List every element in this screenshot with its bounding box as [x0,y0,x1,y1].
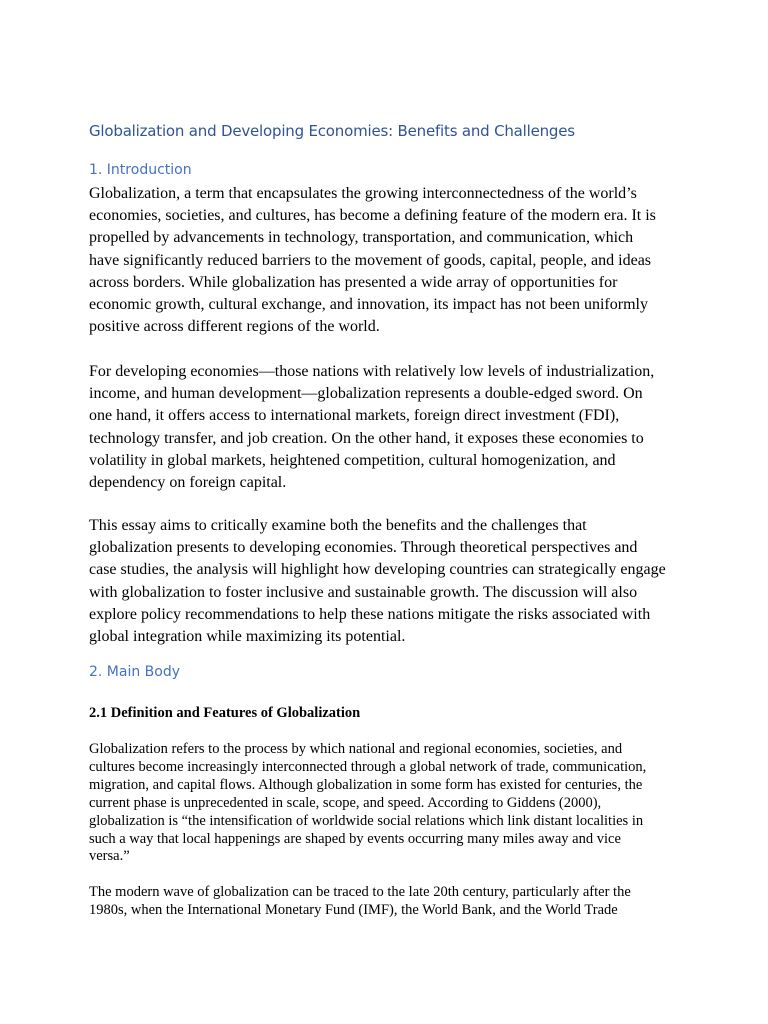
text-line: across borders. While globalization has presented a wide array of opportunities for [89,273,618,291]
text-line: globalization presents to developing economies. Through theoretical perspectives and [89,539,638,557]
text-line: For developing economies—those nations with relatively low levels of industrialization, [89,363,655,380]
text-line: globalization is “the intensification of worldwide social relations which link distant localities in [89,812,644,829]
definition-subheading: 2.1 Definition and Features of Globalization [89,705,361,721]
introduction-paragraph-2 [89,361,689,494]
introduction-heading: 1. Introduction [89,162,192,178]
text-line: Globalization refers to the process by which national and regional economies, societies, and [89,741,623,757]
text-line: current phase is unprecedented in scale, scope, and speed. According to Giddens (2000), [89,794,602,811]
text-line: positive across different regions of the world. [89,318,380,336]
main-body-heading: 2. Main Body [89,664,181,680]
introduction-paragraph-1 [89,183,689,338]
introduction-paragraph-3 [89,515,689,648]
text-line: global integration while maximizing its potential. [89,628,406,646]
text-line: Globalization, a term that encapsulates the growing interconnectedness of the world’s [89,185,637,202]
text-line: one hand, it offers access to international markets, foreign direct investment (FDI), [89,407,620,425]
text-line: cultures become increasingly interconnected through a global network of trade, communication, [89,758,647,775]
definition-paragraph-1 [89,741,669,866]
text-line: with globalization to foster inclusive and sustainable growth. The discussion will also [89,583,638,601]
text-line: migration, and capital flows. Although globalization in some form has existed for centuries, the [89,776,643,793]
text-line: income, and human development—globalization represents a double-edged sword. On [89,385,643,403]
text-line: explore policy recommendations to help these nations mitigate the risks associated with [89,605,651,623]
text-line: case studies, the analysis will highlight how developing countries can strategically engage [89,561,666,579]
definition-paragraph-2 [89,884,669,920]
text-line: dependency on foreign capital. [89,474,287,492]
document-title: Globalization and Developing Economies: Benefits and Challenges [89,122,575,140]
text-line: have significantly reduced barriers to the movement of goods, capital, people, and ideas [89,251,652,269]
text-line: volatility in global markets, heightened competition, cultural homogenization, and [89,451,616,469]
text-line: The modern wave of globalization can be traced to the late 20th century, particularly after the [89,884,631,900]
text-line: economic growth, cultural exchange, and innovation, its impact has not been uniformly [89,296,648,314]
text-line: such a way that local happenings are shaped by events occurring many miles away and vice [89,830,621,847]
text-line: technology transfer, and job creation. On the other hand, it exposes these economies to [89,429,644,447]
text-line: propelled by advancements in technology, transportation, and communication, which [89,229,634,247]
text-line: economies, societies, and cultures, has become a defining feature of the modern era. It is [89,207,656,225]
text-line: This essay aims to critically examine both the benefits and the challenges that [89,517,587,534]
text-line: versa.” [89,848,130,865]
text-line: 1980s, when the International Monetary Fund (IMF), the World Bank, and the World Trade [89,901,618,918]
